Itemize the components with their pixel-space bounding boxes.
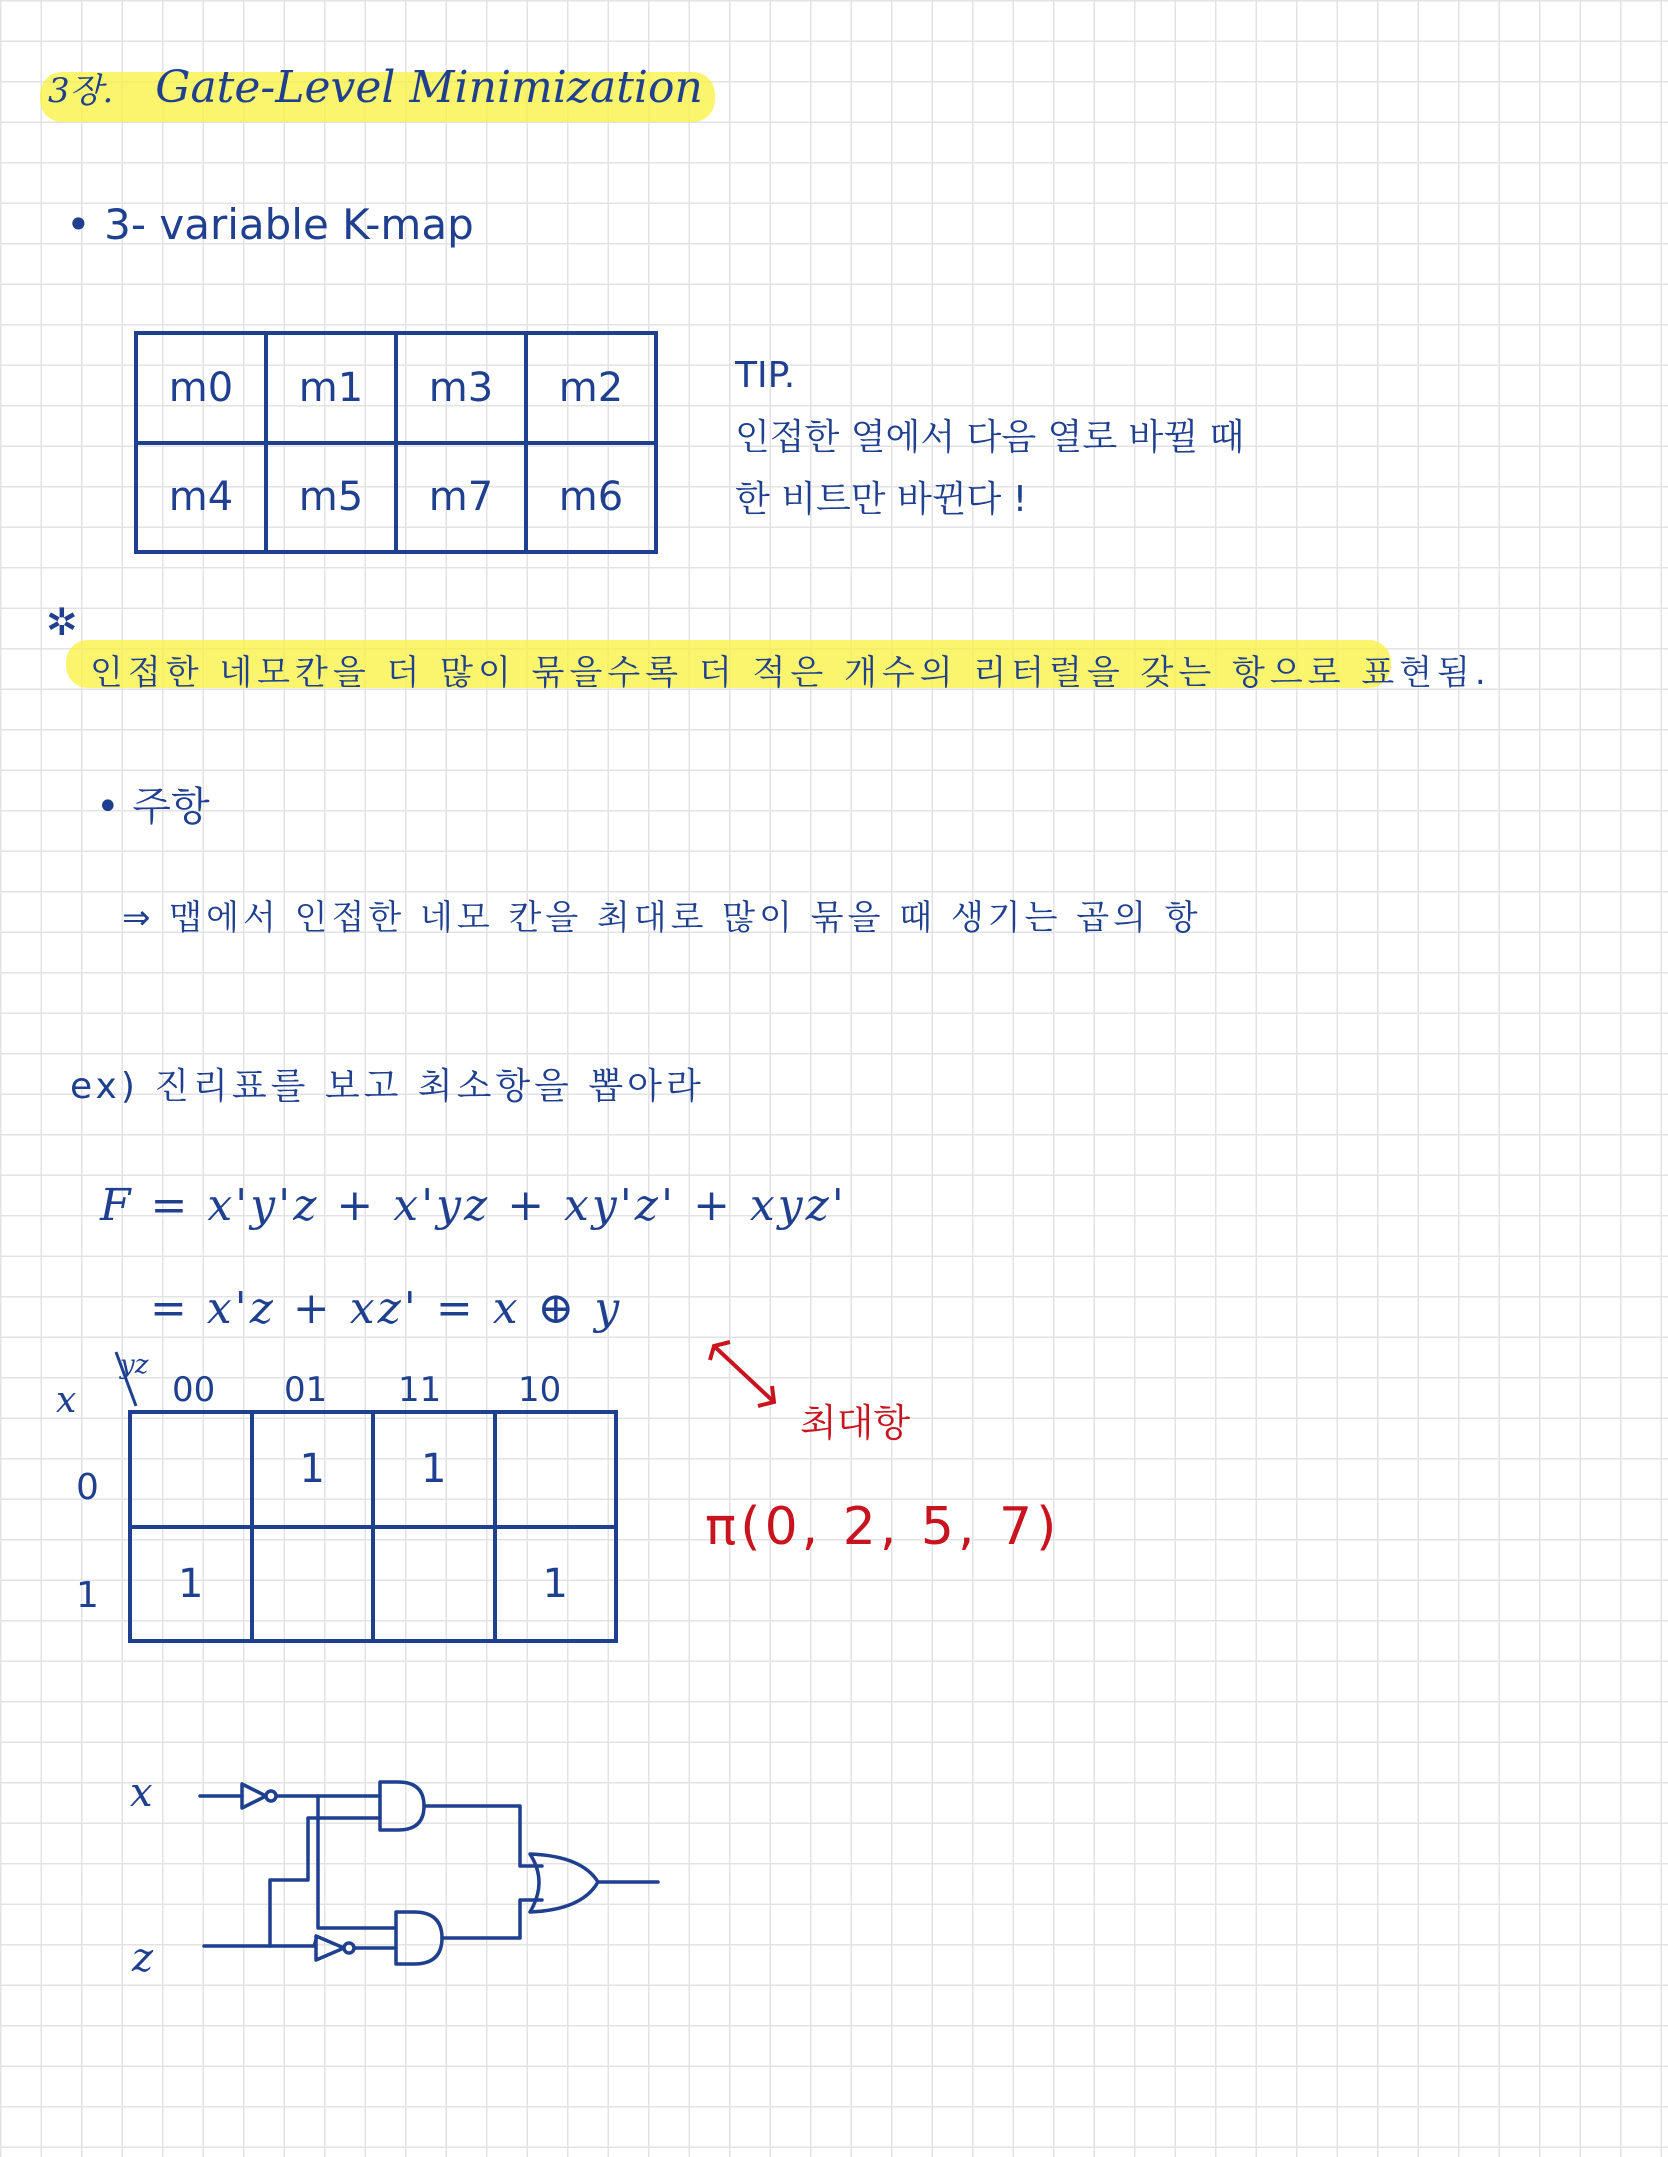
and-gate-lower-icon — [396, 1912, 442, 1964]
prime-implicant-definition: ⇒ 맵에서 인접한 네모 칸을 최대로 많이 묶을 때 생기는 곱의 항 — [122, 898, 1202, 938]
kmap-cell: 1 — [495, 1527, 617, 1642]
kmap-cell: 1 — [373, 1412, 495, 1527]
tip-title: TIP. — [735, 355, 796, 396]
kmap-row-variable: x — [56, 1380, 77, 1421]
star-note-text: 인접한 네모칸을 더 많이 묶을수록 더 적은 개수의 리터럴을 갖는 항으로 표현됨. — [90, 653, 1491, 693]
logic-circuit — [190, 1760, 690, 1990]
kmap3-cell: m3 — [396, 333, 526, 443]
star-icon: ✲ — [46, 600, 78, 644]
kmap-row-header: 1 — [76, 1575, 99, 1616]
maxterm-product: π(0, 2, 5, 7) — [705, 1497, 1061, 1557]
prime-implicant-heading: • 주항 — [96, 784, 210, 830]
kmap3-cell: m0 — [136, 333, 266, 443]
not-gate-z-icon — [316, 1936, 344, 1960]
kmap3-cell: m7 — [396, 443, 526, 553]
kmap-cell — [373, 1527, 495, 1642]
kmap3-cell: m4 — [136, 443, 266, 553]
kmap-column-variable: yz — [120, 1350, 149, 1380]
tip-note — [735, 345, 1244, 531]
kmap3-cell: m5 — [266, 443, 396, 553]
kmap3-grid — [134, 331, 658, 554]
double-arrow-icon — [700, 1330, 800, 1420]
kmap3-heading: • 3- variable K-map — [66, 200, 474, 249]
and-gate-upper-icon — [380, 1782, 424, 1830]
circuit-input-x: x — [130, 1770, 153, 1816]
kmap3-cell: m6 — [526, 443, 656, 553]
circuit-input-z: z — [132, 1935, 154, 1981]
kmap-cell: 1 — [252, 1412, 374, 1527]
kmap-col-header: 01 — [284, 1370, 328, 1410]
tip-line-2: 한 비트만 바뀐다 ! — [735, 479, 1028, 520]
kmap-cell: 1 — [130, 1527, 252, 1642]
not-gate-x-icon — [242, 1784, 266, 1808]
kmap-cell — [495, 1412, 617, 1527]
maxterm-label: 최대항 — [800, 1401, 911, 1445]
kmap-grid — [128, 1410, 618, 1643]
chapter-number: 3장. — [48, 71, 114, 111]
chapter-title: Gate-Level Minimization — [155, 62, 703, 113]
kmap-row-header: 0 — [76, 1467, 99, 1508]
kmap-col-header: 10 — [518, 1370, 562, 1410]
function-expression: F = x'y'z + x'yz + xy'z' + xyz' — [100, 1180, 847, 1231]
example-label: ex) 진리표를 보고 최소항을 뽑아라 — [70, 1066, 705, 1107]
kmap-cell — [130, 1412, 252, 1527]
kmap-col-header: 00 — [172, 1370, 216, 1410]
kmap-col-header: 11 — [398, 1370, 442, 1410]
kmap3-cell: m2 — [526, 333, 656, 443]
function-simplified: = x'z + xz' = x ⊕ y — [150, 1283, 623, 1334]
kmap3-cell: m1 — [266, 333, 396, 443]
or-gate-icon — [530, 1854, 598, 1912]
kmap-cell — [252, 1527, 374, 1642]
tip-line-1: 인접한 열에서 다음 열로 바뀔 때 — [735, 417, 1245, 458]
page-title — [48, 62, 703, 113]
